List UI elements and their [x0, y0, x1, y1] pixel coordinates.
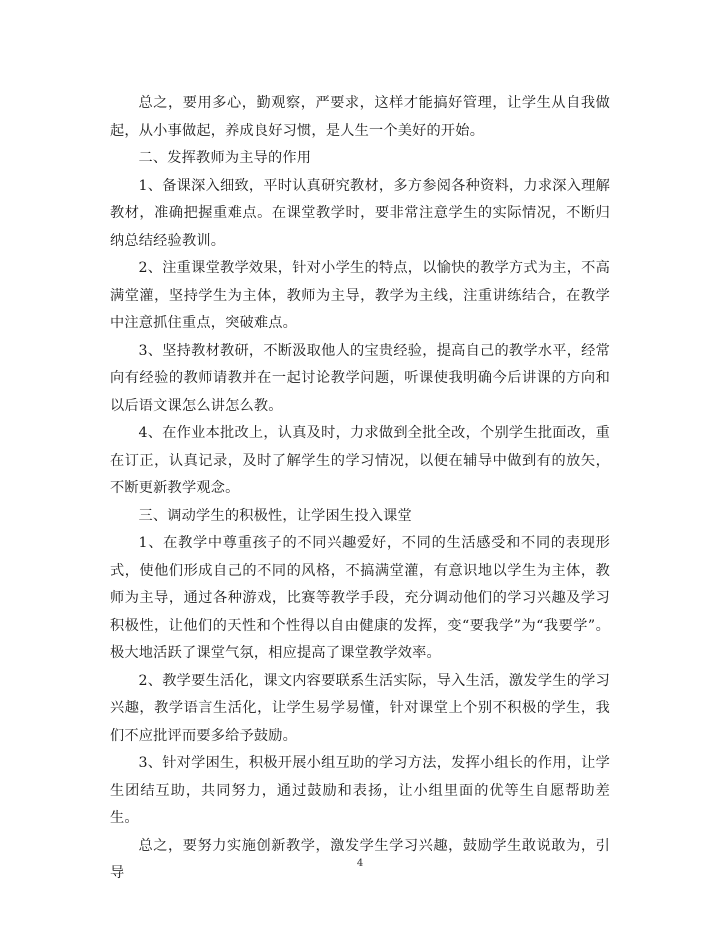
paragraph-2-2: 2、注重课堂教学效果，针对小学生的特点，以愉快的教学方式为主，不高满堂灌，坚持学生为主体，教师为主导，教学为主线，注重讲练结合，在教学中注意抓住重点，突破难点。 — [110, 260, 610, 331]
section-heading-3: 三、调动学生的积极性，让学困生投入课堂 — [138, 507, 412, 524]
paragraph-3-1: 1、在教学中尊重孩子的不同兴趣爱好，不同的生活感受和不同的表现形式，使他们形成自己的不同的风格，不搞满堂灌，有意识地以学生为主体，教师为主导，通过各种游戏，比赛等教学手段，充分调动他们的学习兴趣及学习积极性，让他们的天性和个性得以自由健康的发挥，变“要我学”为“我要学”。极大地活跃了课堂气氛，相应提高了课堂教学效率。 — [110, 535, 610, 661]
paragraph-summary-2: 总之，要努力实施创新教学，激发学生学习兴趣，鼓励学生敢说敢为，引导 — [110, 837, 610, 881]
paragraph-summary-1: 总之，要用多心，勤观察，严要求，这样才能搞好管理，让学生从自我做起，从小事做起，养成良好习惯，是人生一个美好的开始。 — [110, 95, 610, 139]
paragraph-2-1: 1、备课深入细致，平时认真研究教材，多方参阅各种资料，力求深入理解教材，准确把握重难点。在课堂教学时，要非常注意学生的实际情况，不断归纳总结经验教训。 — [110, 177, 610, 249]
section-heading-2: 二、发挥教师为主导的作用 — [138, 150, 312, 166]
paragraph-2-4: 4、在作业本批改上，认真及时，力求做到全批全改，个别学生批面改，重在订正，认真记录，及时了解学生的学习情况，以便在辅导中做到有的放矢，不断更新教学观念。 — [110, 425, 610, 496]
paragraph-3-2: 2、教学要生活化，课文内容要联系生活实际，导入生活，激发学生的学习兴趣，教学语言生活化，让学生易学易懂，针对课堂上个别不积极的学生，我们不应批评而要多给予鼓励。 — [110, 672, 610, 744]
document-body — [110, 90, 610, 888]
paragraph-2-3: 3、坚持教材教研，不断汲取他人的宝贵经验，提高自己的教学水平，经常向有经验的教师请教并在一起讨论教学问题，听课使我明确今后讲课的方向和以后语文课怎么讲怎么教。 — [110, 342, 610, 414]
page-number: 4 — [356, 858, 364, 869]
paragraph-3-3: 3、针对学困生，积极开展小组互助的学习方法，发挥小组长的作用，让学生团结互助，共同努力，通过鼓励和表扬，让小组里面的优等生自愿帮助差生。 — [110, 755, 610, 826]
